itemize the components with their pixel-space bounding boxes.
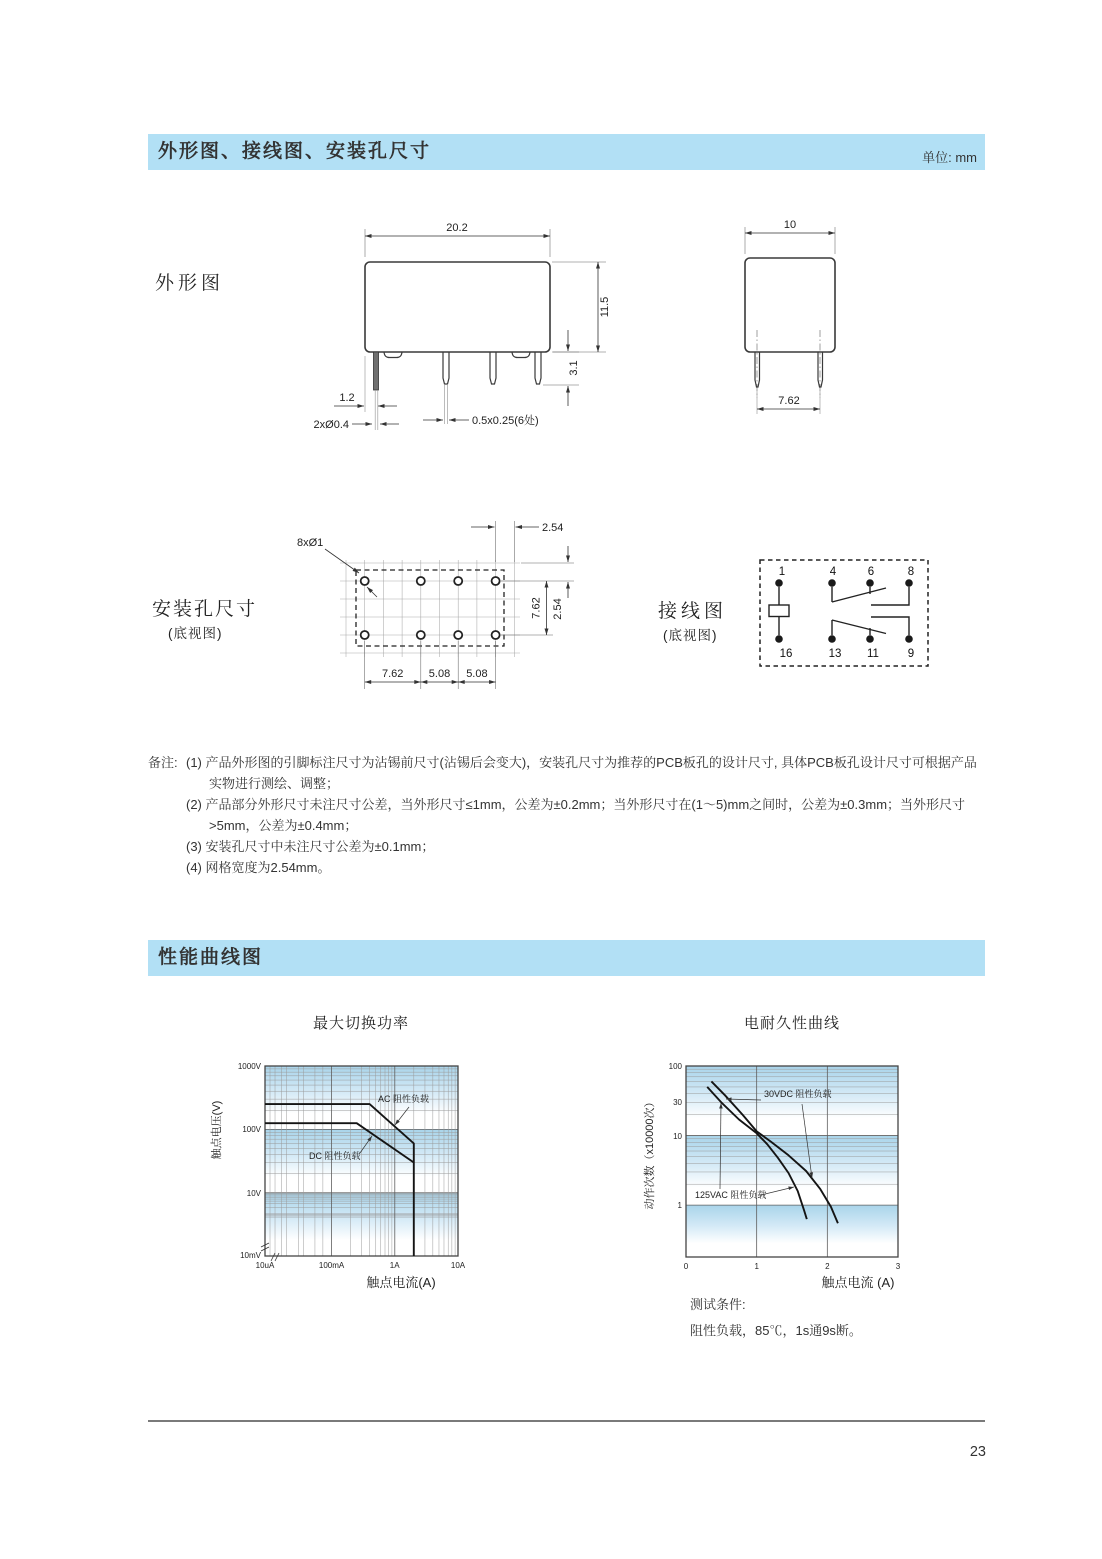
mounting-hole-label: 安装孔尺寸 <box>152 599 258 620</box>
relay-side-view-drawing <box>710 205 890 460</box>
page-number: 23 <box>969 1444 986 1460</box>
dim-pin-pitch: 7.62 <box>778 395 800 407</box>
dim-side-width: 10 <box>783 219 797 231</box>
svg-text:10mV: 10mV <box>240 1251 261 1260</box>
y-axis-label: 动作次数（x10000次） <box>644 1096 656 1210</box>
test-conditions-label: 测试条件: <box>690 1297 746 1312</box>
svg-text:10A: 10A <box>450 1261 466 1270</box>
svg-text:10: 10 <box>673 1132 682 1141</box>
flat-pin <box>535 352 541 384</box>
dim-flat-pin: 0.5x0.25(6处) <box>472 415 539 427</box>
wiring-diagram-view-label: (底视图) <box>663 628 718 643</box>
unit-label: 单位: mm <box>922 150 977 165</box>
test-conditions <box>690 1292 862 1344</box>
notes <box>148 752 988 878</box>
series-label: AC 阻性负载 <box>378 1094 430 1104</box>
coil-symbol <box>769 587 789 635</box>
dim-edge-offset: 2.54 <box>552 598 564 620</box>
series-label: 125VAC 阻性负载 <box>695 1190 767 1200</box>
contact-set-top <box>832 587 909 605</box>
svg-text:3: 3 <box>895 1262 901 1271</box>
svg-text:2: 2 <box>825 1262 830 1271</box>
relay-footprint-outline <box>356 570 504 646</box>
dim-holes: 8xØ1 <box>297 537 324 549</box>
section-header-dimensions <box>148 134 985 170</box>
svg-text:1A: 1A <box>389 1261 400 1270</box>
round-coil-pin <box>374 352 379 390</box>
x-axis-label: 触点电流(A) <box>366 1275 436 1290</box>
note-item: (2) 产品部分外形尺寸未注尺寸公差，当外形尺寸≤1mm，公差为±0.2mm；当外形尺寸在(1～5)mm之间时，公差为±0.3mm；当外形尺寸>5mm，公差为±0.4mm； <box>186 797 966 834</box>
series-label: DC 阻性负载 <box>309 1151 361 1161</box>
x-axis-label: 触点电流 (A) <box>821 1275 895 1290</box>
dim-pin-offset: 1.2 <box>339 392 355 404</box>
pin-dots <box>775 579 913 643</box>
pin-number: 1 <box>778 566 786 578</box>
relay-front-view-drawing <box>300 205 620 460</box>
pin-number: 6 <box>867 566 875 578</box>
section-title: 性能曲线图 <box>158 947 264 968</box>
electrical-endurance-chart <box>640 1055 920 1300</box>
chart-title-switching-power: 最大切换功率 <box>312 1015 409 1032</box>
note-item: (4) 网格宽度为2.54mm。 <box>186 860 331 876</box>
svg-text:10uA: 10uA <box>255 1261 275 1270</box>
grid-band <box>686 1205 898 1256</box>
svg-text:100mA: 100mA <box>318 1261 345 1270</box>
dim-grid-cell: 2.54 <box>542 522 564 534</box>
pin-number: 16 <box>779 648 793 660</box>
svg-text:0: 0 <box>683 1262 689 1271</box>
svg-text:10V: 10V <box>246 1189 261 1198</box>
pin-number: 4 <box>829 566 837 578</box>
pcb-grid <box>340 560 520 657</box>
mounting-hole-drawing <box>290 505 590 705</box>
pin-number: 13 <box>828 648 842 660</box>
dim-round-pin: 2xØ0.4 <box>313 419 349 431</box>
contact-set-bottom <box>832 617 909 635</box>
svg-text:100: 100 <box>668 1062 682 1071</box>
y-axis-label: 触点电压(V) <box>211 1100 223 1160</box>
note-item: (3) 安装孔尺寸中未注尺寸公差为±0.1mm； <box>186 839 435 855</box>
max-switching-power-chart <box>205 1055 475 1300</box>
section-header-curves <box>148 940 985 976</box>
footer-rule <box>148 1420 985 1422</box>
pin-number: 9 <box>907 648 915 660</box>
dim-pin-length: 3.1 <box>568 360 580 376</box>
dim-span2: 5.08 <box>428 668 451 680</box>
wiring-diagram-label: 接线图 <box>658 601 728 622</box>
note-item: (1) 产品外形图的引脚标注尺寸为沾锡前尺寸(沾锡后会变大)，安装孔尺寸为推荐的PCB板孔的设计尺寸, 具体PCB板孔设计尺寸可根据产品实物进行测绘、调整； <box>186 755 977 792</box>
notes-label: 备注: <box>148 755 178 770</box>
dim-row-pitch: 7.62 <box>530 597 543 619</box>
test-conditions-detail: 阻性负载，85℃，1s通9s断。 <box>690 1323 862 1338</box>
dim-height: 11.5 <box>599 296 611 318</box>
mounting-holes <box>361 577 500 639</box>
svg-text:30: 30 <box>673 1098 682 1107</box>
dim-span3: 5.08 <box>466 668 488 680</box>
dim-width: 20.2 <box>446 222 468 234</box>
flat-pin <box>490 352 496 384</box>
svg-text:100V: 100V <box>242 1125 261 1134</box>
outline-drawing-label: 外形图 <box>155 273 225 294</box>
flat-pin <box>443 352 449 384</box>
svg-text:1: 1 <box>677 1201 682 1210</box>
mounting-hole-view-label: (底视图) <box>168 626 223 641</box>
series-label: 30VDC 阻性负载 <box>764 1089 832 1099</box>
dim-span1: 7.62 <box>381 668 404 680</box>
pin-number: 8 <box>907 566 915 578</box>
grid-band <box>686 1066 898 1136</box>
pin-number: 11 <box>867 648 879 660</box>
chart-title-endurance: 电耐久性曲线 <box>743 1015 840 1032</box>
svg-text:1000V: 1000V <box>237 1062 261 1071</box>
wiring-diagram <box>745 550 960 685</box>
svg-text:1: 1 <box>754 1262 759 1271</box>
section-title: 外形图、接线图、安装孔尺寸 <box>158 141 432 162</box>
